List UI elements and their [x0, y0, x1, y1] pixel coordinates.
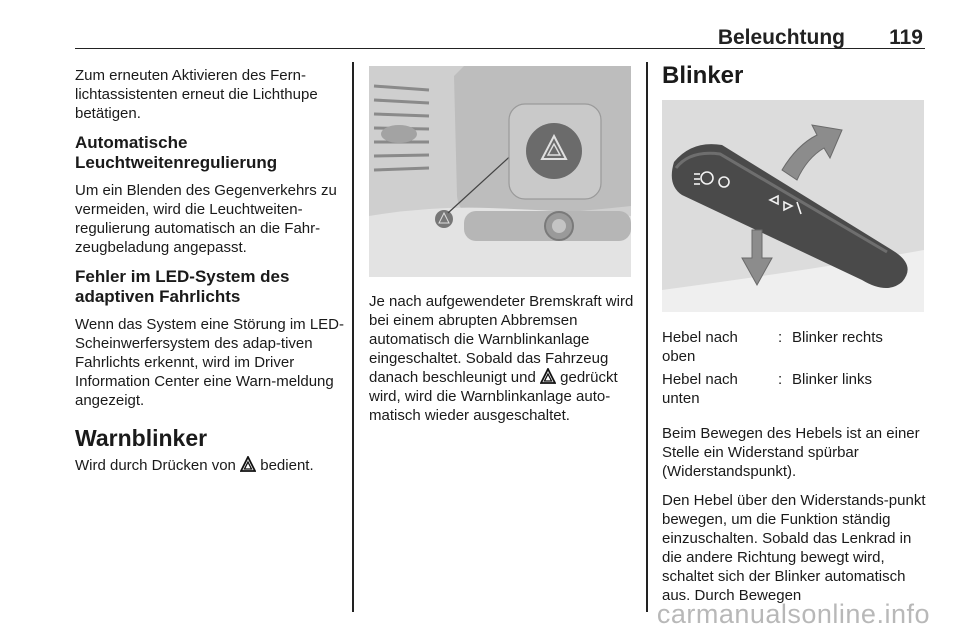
widerstand-paragraph: Beim Bewegen des Hebels ist an einer Stelle ein Widerstand spürbar (Widerstandspunkt).	[662, 425, 920, 480]
warnblinker-text-after: bedient.	[260, 457, 314, 474]
warnblinker-text-before: Wird durch Drücken von	[75, 457, 236, 474]
turn-signal-lever-illustration	[662, 100, 924, 312]
hazard-button-illustration	[369, 66, 631, 277]
definition-description: Blinker links	[792, 371, 873, 388]
watermark: carmanualsonline.info	[656, 599, 930, 629]
chapter-title: Beleuchtung	[717, 26, 845, 49]
page-number: 119	[889, 26, 923, 49]
definition-separator: :	[778, 371, 783, 388]
column-right	[662, 62, 927, 89]
warnblinker-paragraph	[75, 456, 345, 475]
column-left	[75, 66, 345, 485]
definition-separator: :	[778, 329, 783, 346]
warnblinker-brake-paragraph	[369, 292, 635, 425]
definition-term: Hebel nach oben	[662, 329, 738, 365]
column-divider-2	[646, 62, 648, 612]
intro-paragraph: Zum erneuten Aktivieren des Fern-lichtassistenten erneut die Lichthupe betätigen.	[75, 67, 318, 122]
column-divider-1	[352, 62, 354, 612]
section-heading-leuchtweite: Automatische Leuchtweitenregulierung	[75, 133, 278, 172]
section-heading-led-fehler: Fehler im LED-System des adaptiven Fahrlichts	[75, 267, 290, 306]
column-middle	[369, 292, 635, 435]
page-header	[75, 0, 925, 49]
hazard-triangle-icon	[540, 368, 556, 384]
definition-row	[662, 328, 883, 370]
definition-table	[662, 328, 883, 412]
section-heading-blinker: Blinker	[662, 62, 744, 89]
leuchtweite-paragraph: Um ein Blenden des Gegenverkehrs zu vermeiden, wird die Leuchtweiten-regulierung automatisch an die Fahr-zeugbeladung angepasst.	[75, 182, 337, 256]
einschalten-paragraph: Den Hebel über den Widerstands-punkt bewegen, um die Funktion ständig einzuschalten. Sobald das Lenkrad in die andere Richtung bewegt wird, schaltet sich der Blinker automatisch aus. Durch Bewegen	[662, 492, 926, 604]
brake-text-after: gedrückt wird, wird die Warnblinkanlage auto-matisch wieder ausgeschaltet.	[369, 369, 618, 424]
definition-description: Blinker rechts	[792, 329, 883, 346]
definition-term: Hebel nach unten	[662, 371, 738, 407]
blinker-text	[662, 328, 927, 615]
section-heading-warnblinker: Warnblinker	[75, 425, 208, 451]
hazard-triangle-icon	[240, 456, 256, 472]
led-fehler-paragraph: Wenn das System eine Störung im LED-Scheinwerfersystem des adap-tiven Fahrlichts erkennt, wird im Driver Information Center eine Warn-meldung angezeigt.	[75, 316, 345, 409]
definition-row	[662, 370, 883, 412]
brake-text-before: Je nach aufgewendeter Bremskraft wird bei einem abrupten Abbremsen automatisch die Warnblinkanlage eingeschaltet. Sobald das Fahrzeug danach beschleunigt und	[369, 293, 634, 386]
